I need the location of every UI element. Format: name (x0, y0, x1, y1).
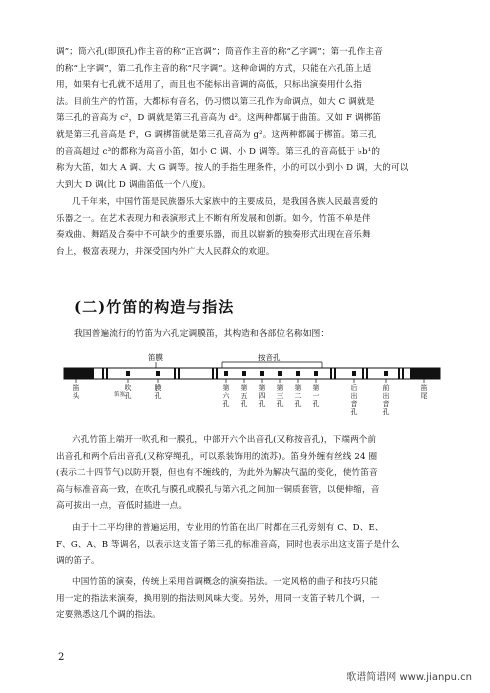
part-label-5: 第四孔 (258, 384, 266, 408)
text-line: 乐器之一。在艺术表现力和表演形式上不断有所发展和创新。如今，竹笛不单是伴 (56, 213, 371, 224)
figure-intro-text: 我国普遍流行的竹笛为六孔定调膜笛，其构造和各部位名称如图： (74, 329, 330, 339)
text-line: 用，如果有七孔就不适用了，而且也不能标出音调的高低，只标出演奏用什么指 (56, 80, 363, 91)
text-line: 第三孔的音高为 c²，D 调就是第三孔音高为 d²。这两种都属于曲笛。又如 F 调梆笛 (56, 113, 382, 124)
text-line: 称为大笛，如大 A 调、大 G 调等。按人的手指生理条件，小的可以小到小 D 调，大的可以 (56, 163, 409, 174)
part-label-4: 第五孔 (240, 384, 248, 408)
text-line: 六孔竹笛上端开一吹孔和一膜孔，中部开六个出音孔(又称按音孔)，下端两个前 (72, 435, 377, 445)
label-flute-plug: 笛塞 (114, 392, 126, 398)
part-label-0: 笛头 (72, 384, 80, 400)
text-line: (表示二十四节气)以防开裂，但也有不缠线的，为此外为解决气温的变化，使竹笛音 (56, 468, 378, 479)
text-line: 中国竹笛的演奏，传统上采用首调概念的演奏指法。一定风格的曲子和技巧只能 (72, 577, 379, 587)
text-line: 高与标准音高一致，在吹孔与膜孔或膜孔与第六孔之间加一铜质套管，以便伸缩，音 (56, 484, 380, 495)
part-label-3: 第六孔 (222, 384, 230, 408)
part-label-10: 前出音孔 (382, 384, 390, 416)
text-line: 高可拔出一点，音低时插进一点。 (56, 501, 188, 512)
text-line: 由于十二平均律的普遍运用，专业用的竹笛在出厂时都在三孔旁刻有 C、D、E、 (72, 523, 384, 533)
text-line: 奏戏曲、舞蹈及合奏中不可缺少的重要乐器，而且以崭新的独奏形式出现在音乐舞 (56, 230, 371, 241)
label-flute-membrane: 笛膜 (148, 353, 163, 362)
page-number: 2 (58, 652, 65, 663)
paragraph-tuning-names (56, 44, 440, 193)
text-line: 法。目前生产的竹笛，大都标有音名，仍习惯以第三孔作为命调点，如大 C 调就是 (56, 96, 375, 107)
part-label-7: 第二孔 (294, 384, 302, 408)
flute-body (64, 368, 440, 379)
paragraph-standard-pitch (56, 520, 440, 570)
section-title: (二)竹笛的构造与指法 (74, 298, 235, 316)
text-line: F、G、A、B 等调名，以表示这支笛子第三孔的标准音高，同时也表示出这支笛子是什么 (56, 539, 400, 550)
text-line: 的称“上字调”，第二孔作主音的称“尺字调”。这种命调的方式，只能在六孔笛上适 (56, 63, 372, 74)
text-line: 调的笛子。 (56, 556, 100, 567)
text-line: 台上，极富表现力，并深受国内外广大人民群众的欢迎。 (56, 246, 275, 257)
label-finger-holes: 按音孔 (258, 353, 281, 362)
part-label-2: 膜孔 (154, 384, 162, 400)
paragraph-construction (56, 432, 440, 515)
part-label-6: 第三孔 (276, 384, 284, 408)
text-line: 就是第三孔音高是 f²，G 调梆笛就是第三孔音高为 g²。这两种都属于梆笛。第三孔 (56, 129, 377, 140)
text-line: 几千年来，中国竹笛是民族器乐大家族中的主要成员，是我国各族人民最喜爱的 (72, 197, 379, 207)
text-line: 定要熟悉这几个调的指法。 (56, 610, 161, 621)
dizi-structure-diagram (62, 352, 442, 422)
paragraph-history (56, 194, 440, 260)
part-label-11: 笛尾 (420, 384, 428, 400)
part-label-1: 吹孔 (124, 384, 132, 400)
text-line: 出音孔和两个后出音孔(又称穿绳孔，可以系装饰用的流苏)。笛身外缠有丝线 24 圈 (56, 451, 378, 462)
text-line: 大到大 D 调(比 D 调曲笛低一个八度)。 (56, 179, 212, 190)
text-line: 用一定的指法来演奏，换用别的指法则风味大变。另外，用同一支笛子转几个调，一 (56, 593, 380, 604)
part-label-9: 后出音孔 (350, 384, 358, 416)
watermark: 歌谱简谱网 www.jianpu.cn (346, 672, 472, 683)
text-line: 的音高超过 c³的都称为高音小笛，如小 C 调、小 D 调等。第三孔的音高低于 ♭b¹的 (56, 146, 381, 157)
text-line: 调”；筒六孔(即顶孔)作主音的称“正宫调”；筒音作主音的称“乙字调”；第一孔作主音 (56, 47, 384, 57)
part-label-8: 第一孔 (312, 384, 320, 408)
paragraph-fingering (56, 574, 440, 624)
